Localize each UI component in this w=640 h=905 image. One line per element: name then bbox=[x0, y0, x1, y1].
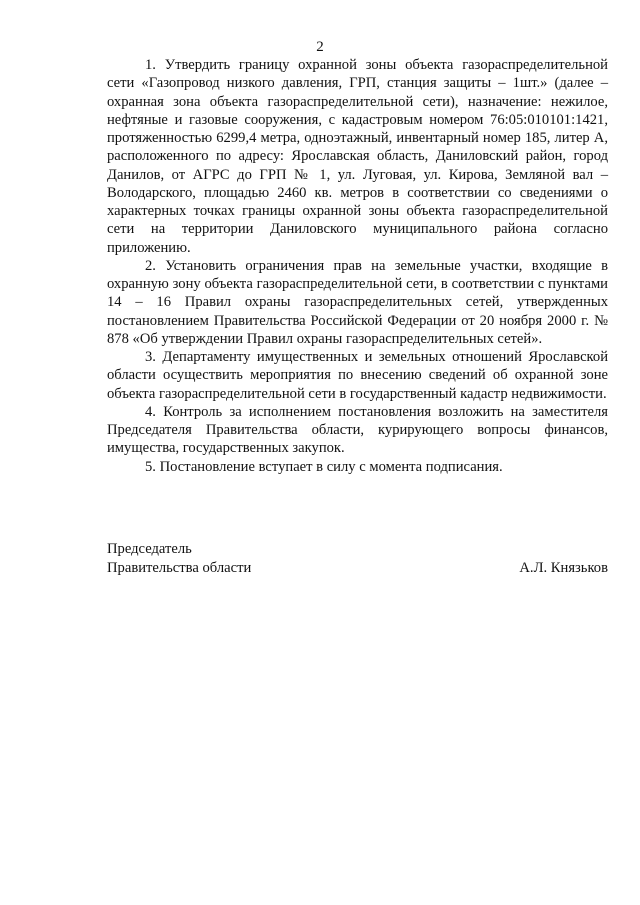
signature-block bbox=[107, 540, 608, 577]
signatory-title-line2: Правительства области bbox=[107, 559, 252, 576]
paragraph-3: 3. Департаменту имущественных и земельных отношений Ярославской области осуществить мероприятия по внесению сведений об охранной зоне объекта газораспределительной сети в государственный кадастр недвижимости. bbox=[107, 349, 608, 402]
signatory-name: А.Л. Князьков bbox=[519, 559, 608, 576]
signature-line bbox=[107, 559, 608, 578]
paragraph-2: 2. Установить ограничения прав на земельные участки, входящие в охранную зону объекта газораспределительной сети, в соответствии с пунктами 14 – 16 Правил охраны газораспределительных сетей, утвержденных постановлением Правительства Российской Федерации от 20 ноября 2000 г. № 878 «Об утверждении Правил охраны газораспределительных сетей». bbox=[107, 257, 608, 347]
document-body bbox=[107, 56, 608, 476]
paragraph-1: 1. Утвердить границу охранной зоны объекта газораспределительной сети «Газопровод низкого давления, ГРП, станция защиты – 1шт.» (далее – охранная зона объекта газораспределительной сети), назначение: нежилое, нефтяные и газовые сооружения, с кадастровым номером 76:05:010101:1421, протяженностью 6299,4 метра, одноэтажный, инвентарный номер 185, литер А, расположенного по адресу: Ярославская область, Даниловский район, город Данилов, от АГРС до ГРП № 1, ул. Луговая, ул. Кирова, Земляной вал – Володарского, площадью 2460 кв. метров в соответствии со сведениями о характерных точках границы охранной зоны объекта газораспределительной сети на территории Даниловского муниципального района согласно приложению. bbox=[107, 57, 608, 256]
signatory-title-line1: Председатель bbox=[107, 541, 192, 557]
paragraph-4: 4. Контроль за исполнением постановления возложить на заместителя Председателя Правительства области, курирующего вопросы финансов, имущества, государственных закупок. bbox=[107, 403, 608, 457]
paragraph-5: 5. Постановление вступает в силу с момента подписания. bbox=[145, 458, 503, 475]
page-number: 2 bbox=[316, 39, 324, 55]
